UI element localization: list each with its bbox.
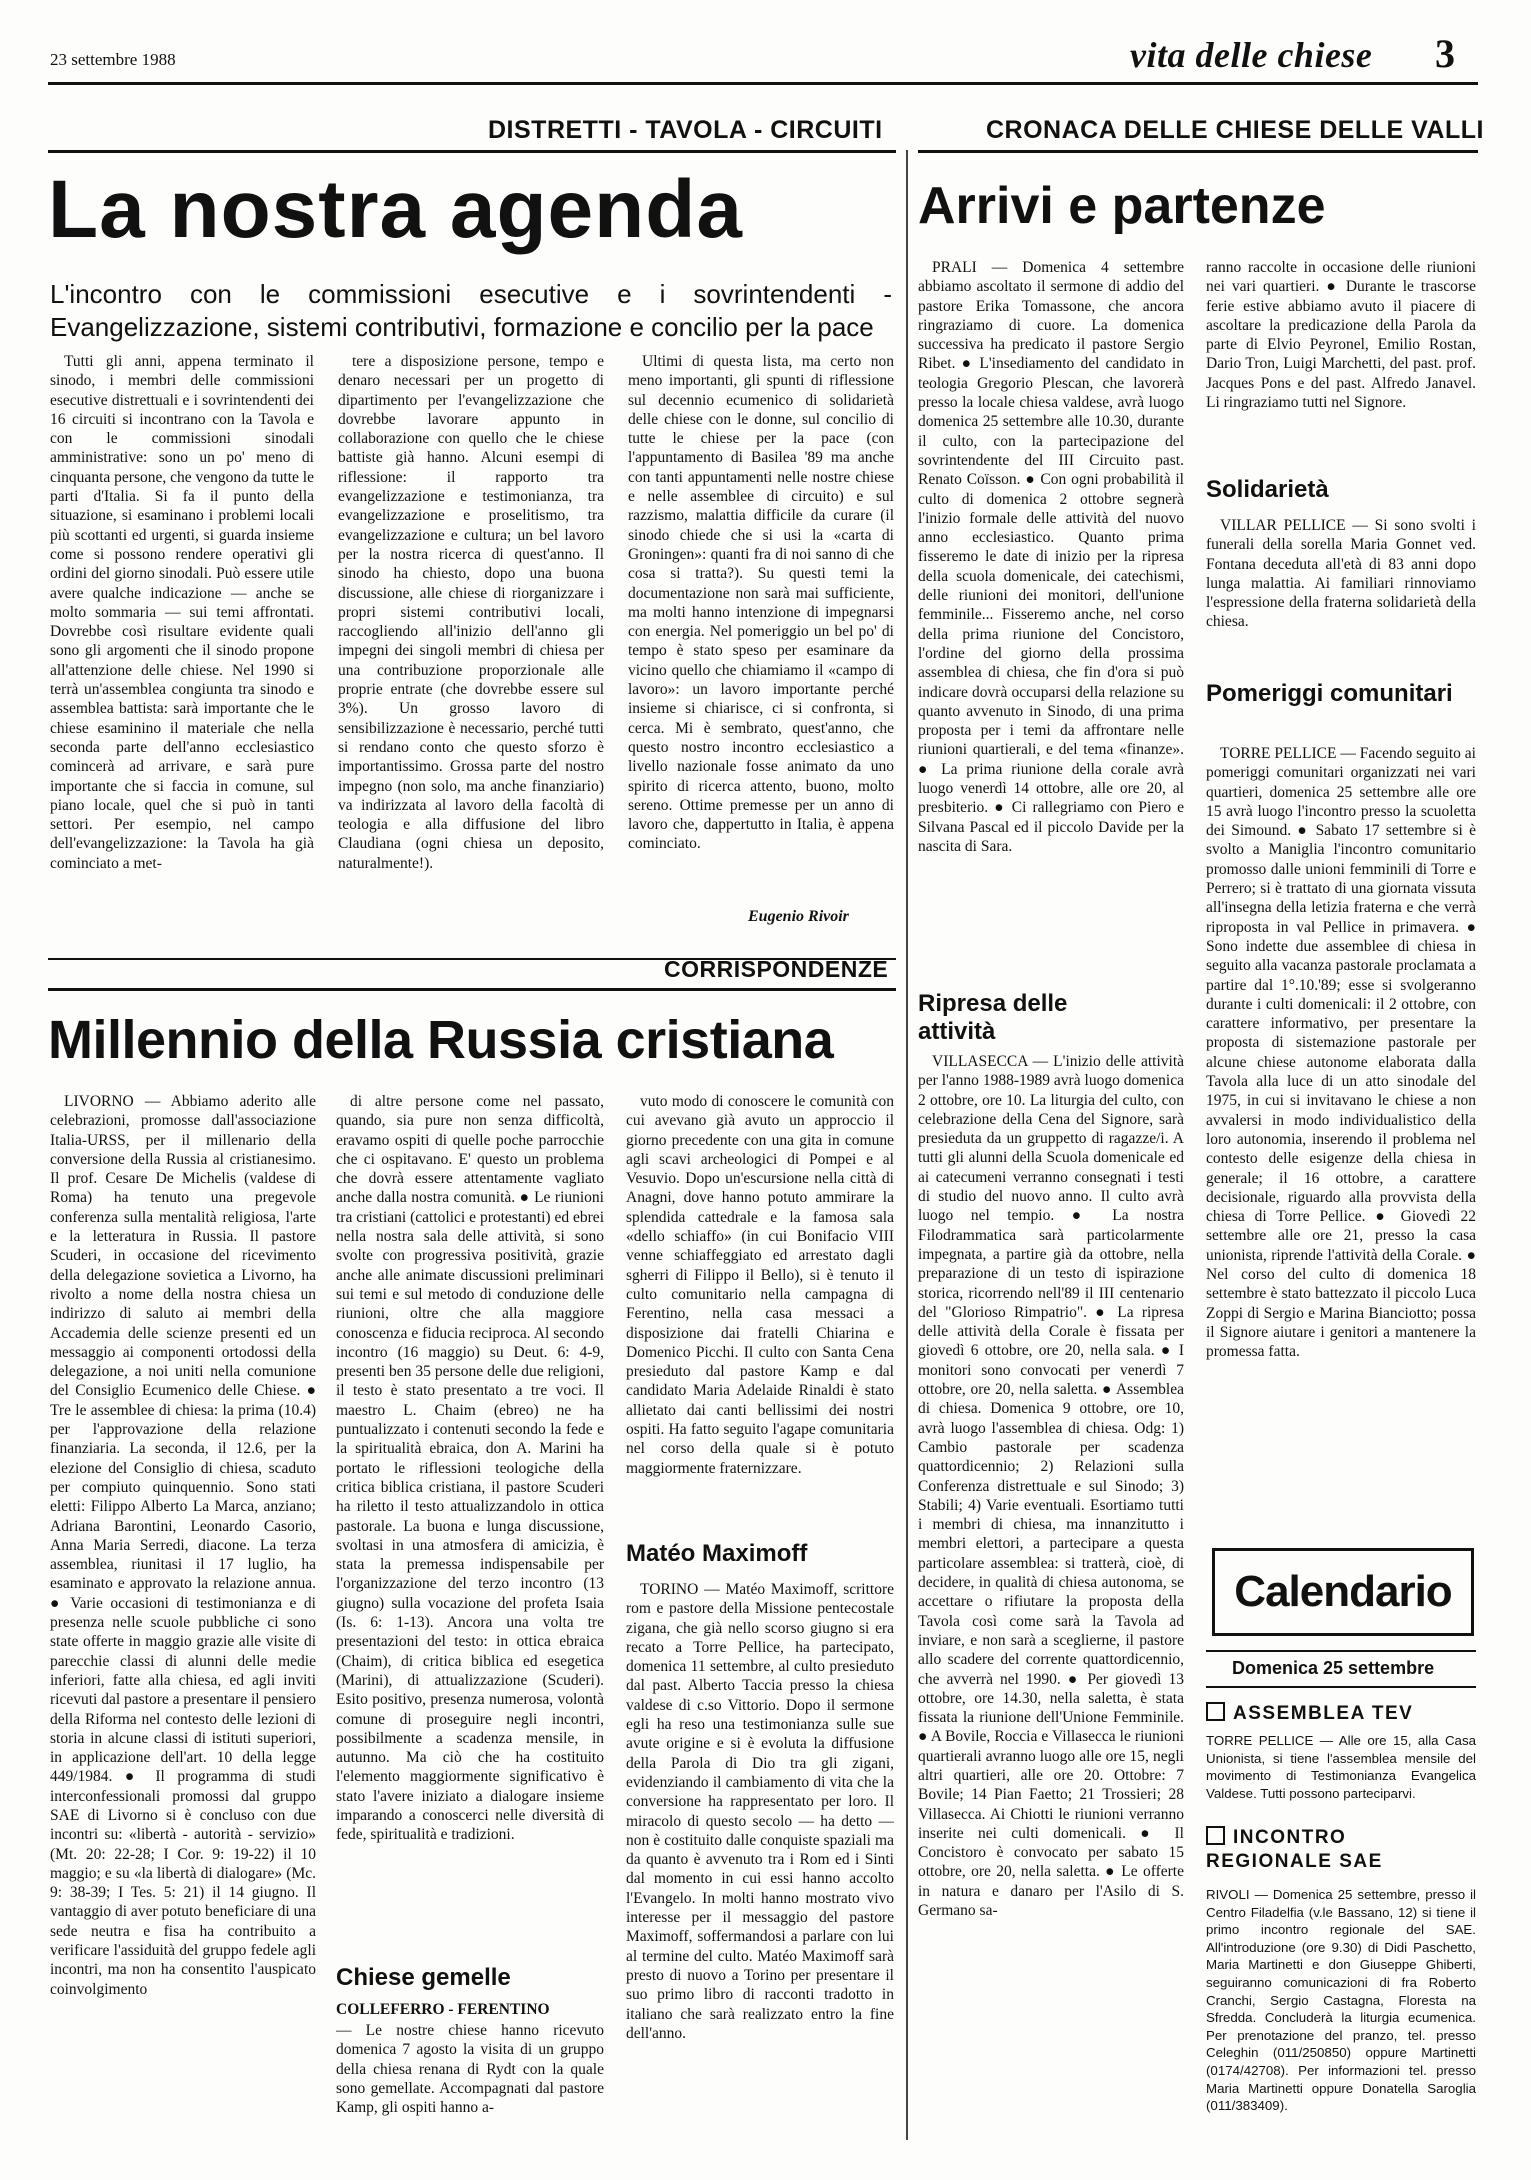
calendario-item-2-title: INCONTRO REGIONALE SAE	[1206, 1827, 1383, 1872]
russia-column-1	[50, 1092, 316, 2147]
gemelle-text: — Le nostre chiese hanno ricevuto domenica 7 agosto la visita di un gruppo della chiesa renana di Rydt con la quale sono gemellate. Accompagnati dal pastore Kamp, gli ospiti hanno a-	[336, 2022, 604, 2117]
arrivi-headline: Arrivi e partenze	[918, 177, 1326, 235]
section-rule-right	[918, 150, 1478, 153]
russia-column-2	[336, 1092, 604, 1952]
ripresa-text: VILLASECCA — L'inizio delle attività per l'anno 1988-1989 avrà luogo domenica 2 ottobre, ore 10. La liturgia del culto, con celebrazione della Cena del Signore, sarà presieduta da un gruppetto di ragazze/i. A tutti gli alunni della Scuola domenicale ed ai catecumeni verranno consegnati i testi di studio del nuovo anno. Il culto avrà luogo nel tempio. ● La nostra Filodrammatica sarà particolarmente impegnata, a partire già da ottobre, nella preparazione di un testo di ispirazione storica, ricorrendo nell'89 il III centenario del "Glorioso Rimpatrio". ● La ripresa delle attività della Corale è fissata per giovedì 6 ottobre, ore 20, nella sala. ● I monitori sono convocati per venerdì 7 ottobre, ore 20, nella saletta. ● Assemblea di chiesa. Domenica 9 ottobre, ore 10, avrà luogo l'assemblea di chiesa. Odg: 1) Cambio pastorale per scadenza quattordicennio; 2) Relazioni sulla Conferenza distrettuale e sul Sinodo; 3) Stabili; 4) Varie eventuali. Esortiamo tutti i membri di chiesa, ma innanzitutto i membri elettori, a partecipare a questa particolare assemblea: si tratterà, cioè, di decidere, in qualità di chiesa autonoma, se accettare o rifiutare la proposta della Tavola così come sarà la Tavola ad inviare, e non sarà a sceglierne, il pastore allo scadere del corrente quattordicennio, che avverrà nel 1990. ● Per giovedì 13 ottobre, ore 14.30, nella saletta, è stata fissata la riunione dell'Unione Femminile. ● A Bovile, Roccia e Villasecca le riunioni quartierali avranno luogo alle ore 15, negli altri quartieri, alle ore 20. Ottobre: 7 Bovile; 14 Pian Faetto; 21 Trossieri; 28 Villasecca. Ai Chiotti le riunioni verranno inserite nei culti domenicali. ● Il Concistoro è convocato per sabato 15 ottobre, ore 20, nella saletta. ● Le offerte in natura e danaro per l'Asilo di S. Germano sa-	[918, 1053, 1184, 1920]
solidarieta-text: VILLAR PELLICE — Si sono svolti i funerali della sorella Maria Gonnet ved. Fontana deceduta all'età di 83 anni dopo lunga malattia. Ai familiari rinnoviamo l'espressione della fraterna solidarietà della chiesa.	[1206, 517, 1476, 631]
calendario-item-1-text: TORRE PELLICE — Alle ore 15, alla Casa Unionista, si tiene l'assemblea mensile del movimento di Testimonianza Evangelica Valdese. Tutti possono parteciparvi.	[1206, 1733, 1476, 1801]
calendario-rule-bottom	[1206, 1686, 1476, 1688]
column-divider	[906, 150, 908, 2140]
agenda-text-3: Ultimi di questa lista, ma certo non meno importanti, gli spunti di riflessione sul decennio ecumenico di solidarietà delle chiese con le donne, sul concilio di tutte le chiese per la pace (con l'appuntamento di Basilea '89 ma anche con tanti appuntamenti nelle nostre chiese e nelle assemblee di circuito) e sul razzismo, malattia difficile da curare (il sinodo chiede che si usi la «carta di Groningen»: quanti fra di noi sanno di che cosa si tratta?). Su questi temi la documentazione non sarà mai sufficiente, ma molti hanno intenzione di impegnarsi con energia. Nel pomeriggio un bel po' di tempo è stato speso per esaminare da vicino quello che chiamiamo il «campo di lavoro»: un lavoro importante perché insieme si chiarisce, ci si confronta, si cerca. Mi è sembrato, quest'anno, che questo nostro incontro ecclesiastico a livello nazionale fosse animato da uno spirito di ricerca attento, buono, molto sereno. Ottime premesse per un anno di lavoro che, dappertutto in Italia, è appena cominciato.	[628, 353, 894, 853]
calendario-item-1-title: ASSEMBLEA TEV	[1233, 1703, 1414, 1724]
issue-date: 23 settembre 1988	[50, 50, 176, 69]
russia-column-3	[626, 1092, 894, 1527]
section-rule-left	[48, 150, 896, 153]
arrivi-text-1: PRALI — Domenica 4 settembre abbiamo ascoltato il sermone di addio del pastore Erika Tomassone, che ancora ringraziamo di cuore. La domenica successiva ha predicato il pastore Sergio Ribet. ● L'insediamento del candidato in teologia Gregorio Plescan, che lavorerà presso la locale chiesa valdese, avrà luogo domenica 25 settembre alle 10.30, durante il culto, con la partecipazione del sovrintendente del III Circuito past. Renato Coïsson. ● Con ogni probabilità il culto di domenica 2 ottobre segnerà l'inizio formale delle attività del nuovo anno ecclesiastico. Quanto prima fisseremo le date di inizio per la ripresa della scuola domenicale, dei catechismi, delle riunioni dei monitori, dell'unione femminile... Fisseremo anche, nel corso della prima riunione del Concistoro, l'ordine del giorno della prossima assemblea di chiesa, che fin d'ora si può indicare dovrà occuparsi della relazione su quanto avvenuto in Sinodo, di una prima proposta per i temi da affrontare nelle riunioni quartierali, e del tema «finanze». ● La prima riunione della corale avrà luogo venerdì 14 ottobre, alle ore 20, al presbiterio. ● Ci rallegriamo con Piero e Silvana Pascal ed il piccolo Davide per la nascita di Sara.	[918, 259, 1184, 855]
publication-name: vita delle chiese	[1130, 35, 1373, 75]
agenda-subtitle: L'incontro con le commissioni esecutive e i sovrintendenti - Evangelizzazione, sistemi contributivi, formazione e concilio per la pace	[50, 279, 892, 342]
maximoff-text: TORINO — Matéo Maximoff, scrittore rom e pastore della Missione pentecostale zigana, che già nello scorso giugno si era recato a Torre Pellice, ha partecipato, domenica 11 settembre, al culto presieduto dal past. Alberto Taccia presso la chiesa valdese di c.so Vittorio. Dopo il sermone egli ha reso una testimonianza sulle sue avute origine e si è evoluta la diffusione della Parola di Dio tra gli zigani, evidenziando il cambiamento di vita che la conversione ha rappresentato per loro. Il miracolo di questo secolo — ha detto — non è costituito dalle conquiste spaziali ma da quanto è avvenuto tra i Rom ed i Sinti dal momento in cui essi hanno accolto l'Evangelo. In molti hanno mostrato vivo interesse per il messaggio del pastore Maximoff, soffermandosi a parlare con lui al termine del culto. Matéo Maximoff sarà presto di nuovo a Torino per presentare il suo primo libro di racconti tradotto in italiano che sarà realizzato entro la fine dell'anno.	[626, 1581, 894, 2042]
checkbox-icon	[1206, 1702, 1225, 1721]
agenda-text-2: tere a disposizione persone, tempo e denaro necessari per un progetto di dipartimento per l'evangelizzazione che dovrebbe lavorare appunto in collaborazione con quello che le chiese battiste già hanno. Alcuni esempi di riflessione: il rapporto tra evangelizzazione e testimonianza, tra evangelizzazione e proselitismo, tra evangelizzazione e cultura; un bel lavoro per la nostra ricerca di quest'anno. Il sinodo ha chiesto, dopo una buona discussione, alle chiese di riorganizzare i propri sistemi contributivi locali, raccogliendo all'inizio dell'anno gli impegni dei singoli membri di chiesa per una contribuzione proporzionale alle proprie entrate (che dovrebbe essere sul 3%). Un grosso lavoro di sensibilizzazione è necessario, perché tutti si rendano conto che questo sforzo è importantissimo. Grossa parte del nostro impegno (non solo, ma anche finanziario) va indirizzata al lavoro della facoltà di teologia e alla diffusione del libro Claudiana (ogni chiesa un deposito, naturalmente!).	[338, 353, 604, 872]
solidarieta-column	[1206, 516, 1476, 676]
solidarieta-heading: Solidarietà	[1206, 476, 1329, 503]
agenda-column-1	[50, 352, 314, 922]
corrispondenze-rule	[48, 988, 896, 991]
russia-text-3: vuto modo di conoscere le comunità con cui avevano già avuto un approccio il giorno precedente con una gita in comune agli scavi archeologici di Pompei e al Vesuvio. Dopo un'escursione nella città di Anagni, dove hanno potuto ammirare la splendida cattedrale e la famosa sala «dello schiaffo» (in cui Bonifacio VIII venne schiaffeggiato ed arrestato dagli sgherri di Filippo il Bello), si è tenuto il culto comunitario nella campagna di Ferentino, nella casa messaci a disposizione dai fratelli Chiarina e Domenico Picchi. Il culto con Santa Cena presieduto dal pastore Kamp e dal candidato Maria Adelaide Rinaldi è stato allietato dai canti bellissimi dei nostri ospiti. Ha fatto seguito l'agape comunitaria nel corso della quale si è potuto maggiormente fraternizzare.	[626, 1093, 894, 1477]
calendario-item-1	[1206, 1732, 1476, 1802]
russia-text-1: LIVORNO — Abbiamo aderito alle celebrazioni, promosse dall'associazione Italia-URSS, per il millenario della conversione della Russia al cristianesimo. Il prof. Cesare De Michelis (valdese di Roma) ha tenuto una pregevole conferenza sulla mentalità religiosa, l'arte e la letteratura in Russia. Il pastore Scuderi, in occasione del ricevimento della delegazione sovietica a Livorno, ha rivolto a nome della nostra chiesa un indirizzo di saluto ai membri della Accademia delle scienze presenti ed un messaggio ai componenti ortodossi della delegazione, a noi uniti nella comunione del Consiglio Ecumenico delle Chiese. ● Tre le assemblee di chiesa: la prima (10.4) per l'approvazione della relazione finanziaria. La seconda, il 12.6, per la elezione del Consiglio di chiesa, scaduto per compiuto quinquennio. Sono stati eletti: Filippo Alberto La Marca, anziano; Adriana Barontini, Leonardo Casorio, Anna Maria Serredi, diacone. La terza assemblea, riunitasi il 17 luglio, ha esaminato e approvato la relazione annua. ● Varie occasioni di testimonianza e di presenza nelle scuole pubbliche ci sono state offerte in maggio grazie alle visite di parecchie classi di alunni delle medie inferiori, fatte alla chiesa, ed agli inviti ricevuti dal pastore a presentare il pensiero della Riforma nel contesto delle lezioni di storia in alcune classi di istituti superiori, in applicazione dell'art. 10 della legge 449/1984. ● Il programma di studi interconfessionali promossi dal gruppo SAE di Livorno si è concluso con due incontri su: «libertà - autorità - servizio» (Mt. 20: 22-28; I Cor. 9: 19-22) il 10 maggio; e su «la libertà di dialogare» (Mc. 9: 38-39; I Tes. 5: 21) il 14 giugno. Il vantaggio di aver potuto beneficiare di una sede neutra e fisa ha contribuito a verificare l'assiduità del gruppo fedele agli incontri, ma non ha consentito l'auspicato coinvolgimento	[50, 1093, 316, 1998]
gemelle-place: COLLEFERRO - FERENTINO	[336, 2001, 550, 2018]
agenda-author: Eugenio Rivoir	[748, 908, 849, 925]
ripresa-heading: Ripresa delle attività	[918, 990, 1068, 1045]
calendario-title: Calendario	[1234, 1567, 1452, 1616]
pomeriggi-text: TORRE PELLICE — Facendo seguito ai pomeriggi comunitari organizzati nei vari quartieri, domenica 25 settembre alle ore 15 avrà luogo l'incontro presso la scuoletta dei Simound. ● Sabato 17 settembre si è svolto a Maniglia l'incontro comunitario promosso dalle unioni femminili di Torre e Perrero; si è trattato di una giornata vissuta all'insegna della letizia fraterna e che verrà riproposta in val Pellice in primavera. ● Sono indette due assemblee di chiesa in seguito alla vacanza pastorale proclamata a partire dal 1°.10.'89; esse si svolgeranno durante i culti domenicali: il 2 ottobre, con carattere informativo, per presentare la proposta di sistemazione pastorale per alcune chiese autonome elaborata dalla Tavola alla luce di un atto sinodale del 1975, in cui si invitavano le chiese a non avvalersi in modo individualistico della loro autonomia, inserendo il problema nel contesto delle esigenze della chiesa in generale; il 16 ottobre, a carattere decisionale, riguardo alla provvista della chiesa di Torre Pellice. ● Giovedì 22 settembre alle ore 21, presso la casa unionista, riprende l'attività della Corale. ● Nel corso del culto di domenica 18 settembre è stato battezzato il piccolo Luca Zoppi di Sergio e Marina Bianciotto; possa il Signore aiutare i genitori a mantenere la promessa fatta.	[1206, 745, 1476, 1361]
pomeriggi-column	[1206, 744, 1476, 1494]
arrivi-column-2	[1206, 258, 1476, 468]
pomeriggi-heading: Pomeriggi comunitari	[1206, 680, 1453, 707]
calendario-item-2	[1206, 1886, 1476, 2146]
calendario-box	[1212, 1548, 1474, 1636]
section-header-corrispondenze: CORRISPONDENZE	[664, 956, 889, 982]
ripresa-column	[918, 1052, 1184, 2147]
section-header-distretti: DISTRETTI - TAVOLA - CIRCUITI	[488, 116, 883, 144]
agenda-column-2	[338, 352, 604, 932]
calendario-item-2-heading	[1206, 1826, 1476, 1874]
agenda-headline: La nostra agenda	[48, 164, 743, 255]
agenda-column-3	[628, 352, 894, 907]
arrivi-text-2: ranno raccolte in occasione delle riunioni nei vari quartieri. ● Durante le trascorse ferie estive abbiamo avuto il piacere di ascoltare la predicazione della Parola da parte di Elvio Peyronel, Emilio Rostan, Dario Tron, Luigi Marchetti, del past. prof. Jacques Pons e del past. Alfredo Janavel. Li ringraziamo tutti nel Signore.	[1206, 259, 1476, 412]
arrivi-column-1	[918, 258, 1184, 948]
gemelle-heading: Chiese gemelle	[336, 1964, 511, 1991]
calendario-item-2-text: RIVOLI — Domenica 25 settembre, presso il Centro Filadelfia (v.le Bassano, 12) si tiene il primo incontro regionale del SAE. All'introduzione (ore 9.30) di Didi Paschetto, Maria Martinetti e don Giuseppe Ghiberti, seguiranno comunicazioni di fra Roberto Cranchi, Sergio Castagna, Floresta na Sfredda. Concluderà la liturgia ecumenica. Per prenotazione del pranzo, tel. presso Celeghin (011/250850) oppure Martinetti (0174/42708). Per informazioni tel. presso Maria Martinetti oppure Donatella Saroglia (011/383409).	[1206, 1887, 1476, 2114]
russia-text-2: di altre persone come nel passato, quando, sia pure non senza difficoltà, eravamo ospiti di quelle poche parrocchie che ci ospitavano. E' questo un problema che dovrà essere attentamente vagliato anche dalla nostra comunità. ● Le riunioni tra cristiani (cattolici e protestanti) ed ebrei nella nostra sala delle attività, si sono svolte con progressiva positività, grazie anche alle animate discussioni preliminari sui temi e sul metodo di conduzione delle riunioni, oltre che alla maggiore conoscenza e fiducia reciproca. Al secondo incontro (16 maggio) su Deut. 6: 4-9, presenti ben 35 persone delle due religioni, il testo è stato presentato a tre voci. Il maestro L. Chaim (ebreo) ne ha puntualizzato i contenuti secondo la fede e la spiritualità ebraica, don A. Marini ha portato le riflessioni teologiche della critica biblica cristiana, il pastore Scuderi ha riletto il testo attualizzandolo in ottica pastorale. La buona e lunga discussione, svoltasi in una atmosfera di amicizia, è stata la premessa indispensabile per l'organizzazione del terzo incontro (13 giugno) sulla vocazione del profeta Isaia (Is. 6: 1-13). Ancora una volta tre presentazioni del testo: in ottica ebraica (Chaim), di critica biblica ed esegetica (Marini), di attualizzazione (Scuderi). Esito positivo, presenza numerosa, volontà comune di proseguire negli incontri, possibilmente a scadenza mensile, in autunno. Ma ciò che ha costituito l'elemento maggiormente significativo è stato l'avere iniziato a dialogare insieme imparando a conoscerci nelle diversità di fede, spiritualità e tradizioni.	[336, 1093, 604, 1844]
page-number: 3	[1435, 31, 1455, 76]
calendario-rule-top	[1206, 1650, 1476, 1652]
section-header-cronaca: CRONACA DELLE CHIESE DELLE VALLI	[986, 116, 1484, 144]
maximoff-column	[626, 1580, 894, 2145]
agenda-text-1: Tutti gli anni, appena terminato il sinodo, i membri delle commissioni esecutive distrettuali e i sovrintendenti dei 16 circuiti si incontrano con la Tavola e con le commissioni sinodali amministrative: sono un po' meno di cinquanta persone, che vengono da tutte le parti d'Italia. Si fa il punto della situazione, si esaminano i problemi locali più scottanti ed urgenti, si guarda insieme come si possono rendere operativi gli ordini del giorno sinodali. Può essere utile avere qualche indicazione — anche se molto sommaria — sui temi affrontati. Dovrebbe così risultare evidente quali sono gli argomenti che il sinodo propone all'attenzione delle chiese. Nel 1990 si terrà un'assemblea congiunta tra sinodo e assemblea battista: sarà importante che le chiese esaminino il materiale che nella seconda parte dell'anno ecclesiastico comincerà ad arrivare, e sarà pure importante che si faccia in comune, sul piano locale, quel che si può in tanti settori. Per esempio, nel campo dell'evangelizzazione: la Tavola ha già cominciato a met-	[50, 353, 314, 872]
calendario-date: Domenica 25 settembre	[1232, 1658, 1435, 1678]
checkbox-icon	[1206, 1826, 1225, 1845]
maximoff-heading: Matéo Maximoff	[626, 1540, 808, 1567]
masthead-rule	[48, 82, 1478, 85]
gemelle-column	[336, 2021, 604, 2141]
russia-headline: Millennio della Russia cristiana	[48, 1010, 834, 1070]
calendario-item-1-heading	[1206, 1702, 1476, 1726]
